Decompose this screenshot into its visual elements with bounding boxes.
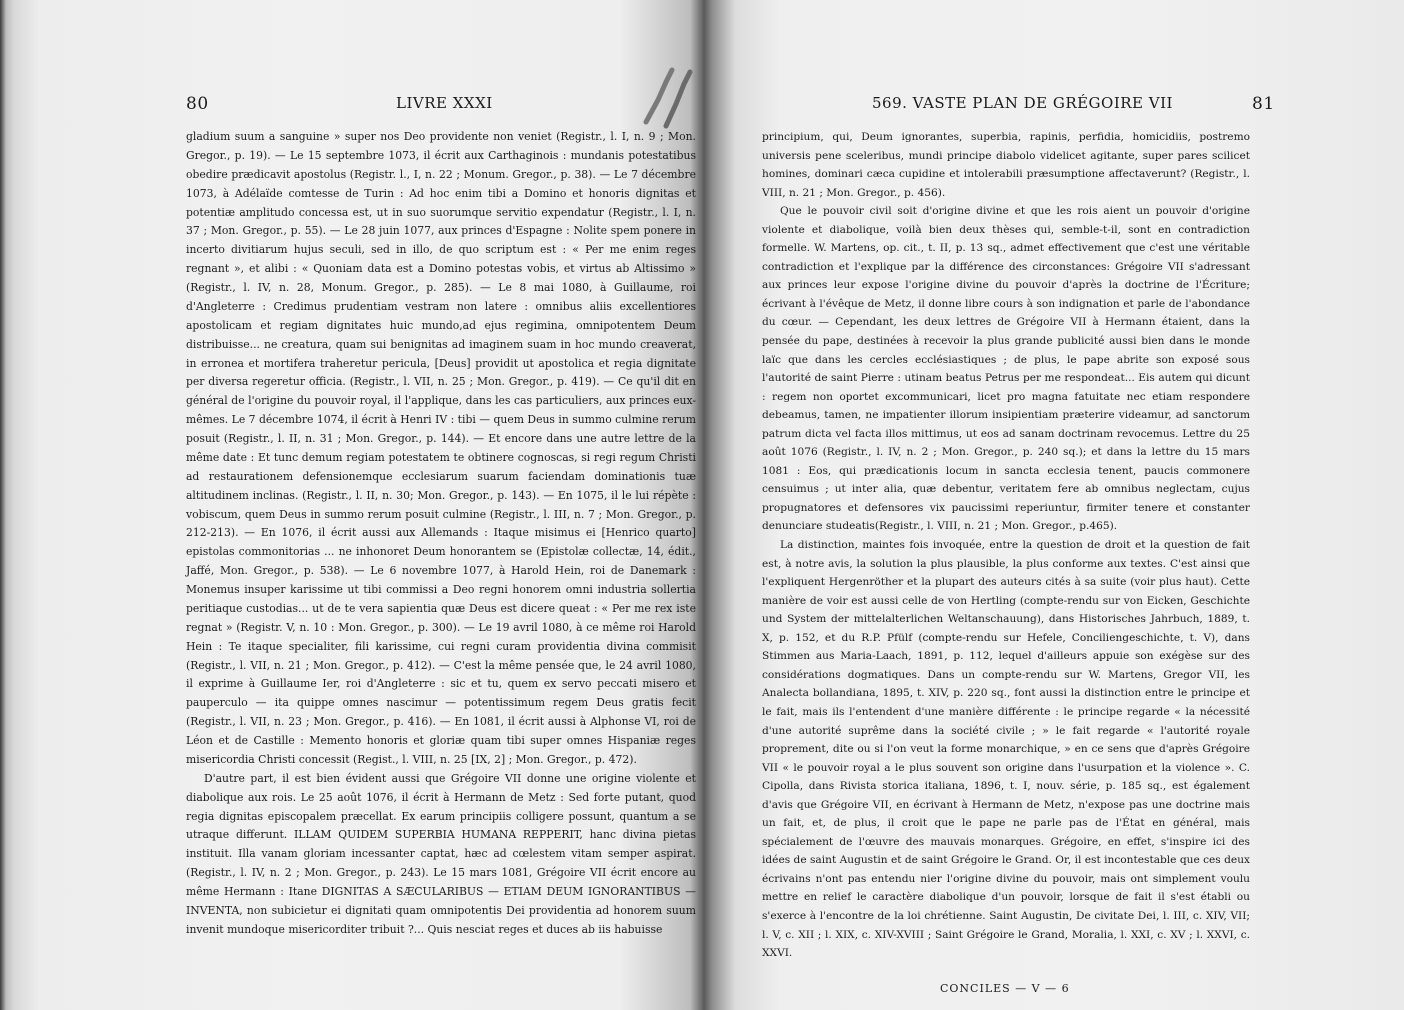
page-body xyxy=(762,128,1250,963)
page-number: 80 xyxy=(186,94,209,114)
page-body xyxy=(186,128,696,940)
running-head: LIVRE XXXI xyxy=(396,94,493,112)
paragraph: D'autre part, il est bien évident aussi que Grégoire VII donne une origine violente et diabolique aux rois. Le 25 août 1076, il écrit à Hermann de Metz : Sed forte putant, quod regia dignitas episcopalem præcellat. Ex earum principiis colligere possunt, quantum a se utraque differunt. ILLAM QUIDEM SUPERBIA HUMANA REPPERIT, hanc divina pietas instituit. Illa vanam gloriam incessanter captat, hæc ad cœlestem vitam semper aspirat. (Registr., l. IV, n. 2 ; Mon. Gregor., p. 243). Le 15 mars 1081, Grégoire VII écrit encore au même Hermann : Itane DIGNITAS A SÆCULARIBUS — ETIAM DEUM IGNORANTIBUS — INVENTA, non subicietur ei dignitati quam omnipotentis Dei providentia ad honorem suum invenit mundoque misericorditer tribuit ?... Quis nesciat reges et duces ab iis habuisse xyxy=(186,771,696,936)
paragraph: Que le pouvoir civil soit d'origine divine et que les rois aient un pouvoir d'origine violente et diabolique, voilà bien deux thèses qui, semble-t-il, sont en contradiction formelle. W. Martens, op. cit., t. II, p. 13 sq., admet effectivement que c'est une véritable contradiction et l'explique par la différence des circonstances: Grégoire VII s'adressant aux princes leur expose l'origine divine du pouvoir d'après la doctrine de l'Écriture; écrivant à l'évêque de Metz, il donne libre cours à son indignation et parle de l'abondance du cœur. — Cependant, les deux lettres de Grégoire VII à Hermann étaient, dans la pensée du pape, destinées à recevoir la plus grande publicité aussi bien dans le monde laïc que dans les cercles ecclésiastiques ; de plus, le pape abrite son exposé sous l'autorité de saint Pierre : utinam beatus Petrus per me respondeat... Eis autem qui dicunt : regem non oportet excommunicari, licet pro magna fatuitate nec etiam respondere debeamus, tamen, ne impatienter illorum insipientiam præterire videamur, ad sanctorum patrum dicta vel facta illos mittimus, ut eos ad sanam doctrinam revocemus. Lettre du 25 août 1076 (Registr., l. IV, n. 2 ; Mon. Gregor., p. 240 sq.); et dans la lettre du 15 mars 1081 : Eos, qui prædicationis locum in sancta ecclesia tenent, paucis commonere censuimus ; ut inter alia, quæ debentur, veritatem fere ab omnibus neglectam, cujus propugnatores et defensores vix paucissimi reperiuntur, firmiter tenere et constanter denunciare studeatis(Registr., l. VIII, n. 21 ; Mon. Gregor., p.465). xyxy=(762,205,1250,533)
page-number: 81 xyxy=(1252,94,1275,114)
running-head: 569. VASTE PLAN DE GRÉGOIRE VII xyxy=(872,94,1173,112)
paragraph: La distinction, maintes fois invoquée, entre la question de droit et la question de fait est, à notre avis, la solution la plus plausible, la plus conforme aux textes. C'est ainsi que l'expliquent Hergenröther et la plupart des auteurs cités à sa suite (voir plus haut). Cette manière de voir est aussi celle de von Hertling (compte-rendu sur von Eicken, Geschichte und System der mittelalterlichen Weltanschauung), dans Historisches Jahrbuch, 1889, t. X, p. 152, et du R.P. Pfülf (compte-rendu sur Hefele, Conciliengeschichte, t. V), dans Stimmen aus Maria-Laach, 1891, p. 112, lequel d'ailleurs appuie son exégèse sur des considérations dogmatiques. Dans un compte-rendu sur W. Martens, Gregor VII, les Analecta bollandiana, 1895, t. XIV, p. 220 sq., font aussi la distinction entre le principe et le fait, mais ils l'entendent d'une manière différente : le principe regarde « la nécessité d'une autorité suprême dans la société civile ; » le fait regarde « l'autorité royale proprement, dite ou si l'on veut la forme monarchique, » en ce sens que d'après Grégoire VII « le pouvoir royal a le plus souvent son origine dans l'usurpation et la violence ». C. Cipolla, dans Rivista storica italiana, 1896, t. I, nouv. série, p. 185 sq., est également d'avis que Grégoire VII, en écrivant à Hermann de Metz, n'expose pas une doctrine mais un fait, et, de plus, il croit que le pape ne parle pas de l'État en général, mais spécialement de l'œuvre des mauvais monarques. Grégoire, en effet, s'inspire ici des idées de saint Augustin et de saint Grégoire le Grand. Or, il est incontestable que ces deux écrivains n'ont pas entendu nier l'origine divine du pouvoir, mais ont simplement voulu mettre en relief le caractère diabolique d'un pouvoir, lorsque de fait il s'est établi ou s'exerce à l'encontre de la loi chrétienne. Saint Augustin, De civitate Dei, l. III, c. XIV, VII; l. V, c. XII ; l. XIX, c. XIV-XVIII ; Saint Grégoire le Grand, Moralia, l. XXI, c. XV ; l. XXVI, c. XXVI. xyxy=(762,539,1250,960)
right-page xyxy=(710,0,1404,1010)
signature-footer: CONCILES — V — 6 xyxy=(940,982,1070,995)
paragraph: gladium suum a sanguine » super nos Deo providente non veniet (Registr., l. I, n. 9 ; Mon. Gregor., p. 19). — Le 15 septembre 1073, il écrit aux Carthaginois : mundanis potestatibus obedire prædicavit apostolus (Registr. l., I, n. 22 ; Monum. Gregor., p. 38). — Le 7 décembre 1073, à Adélaïde comtesse de Turin : Ad hoc enim tibi a Domino et honoris dignitas et potentiæ amplitudo concessa est, ut in suo suorumque servitio expendatur (Registr., l. I, n. 37 ; Mon. Gregor., p. 55). — Le 28 juin 1077, aux princes d'Espagne : Nolite spem ponere in incerto divitiarum hujus seculi, sed in illo, de quo scriptum est : « Per me enim reges regnant », et alibi : « Quoniam data est a Domino potestas vobis, et virtus ab Altissimo » (Registr., l. IV, n. 28, Monum. Gregor., p. 285). — Le 8 mai 1080, à Guillaume, roi d'Angleterre : Credimus prudentiam vestram non latere : omnibus aliis excellentiores apostolicam et regiam dignitates huic mundo,ad ejus regimina, omnipotentem Deum distribuisse... ne creatura, quam sui benignitas ad imaginem suam in hoc mundo creaverat, in erronea et mortifera traheretur pericula, [Deus] providit ut apostolica et regia dignitate per diversa regeretur officia. (Registr., l. VII, n. 25 ; Mon. Gregor., p. 419). — Ce qu'il dit en général de l'origine du pouvoir royal, il l'applique, dans les cas particuliers, aux princes eux-mêmes. Le 7 décembre 1074, il écrit à Henri IV : tibi — quem Deus in summo culmine rerum posuit (Registr., l. II, n. 31 ; Mon. Gregor., p. 144). — Et encore dans une autre lettre de la même date : Et tunc demum regiam potestatem te obtinere cognoscas, si regi regum Christi ad restaurationem defensionemque ecclesiarum suarum faciendam dominationis tuæ altitudinem inclinas. (Registr., l. II, n. 30; Mon. Gregor., p. 143). — En 1075, il le lui répète : vobiscum, quem Deus in summo rerum posuit culmine (Registr., l. III, n. 7 ; Mon. Gregor., p. 212-213). — En 1076, il écrit aussi aux Allemands : Itaque misimus ei [Henrico quarto] epistolas commonitorias ... ne inhonoret Deum honorantem se (Epistolæ collectæ, 14, édit., Jaffé, Mon. Gregor., p. 538). — Le 6 novembre 1077, à Harold Hein, roi de Danemark : Monemus insuper karissime ut tibi commissi a Deo regni honorem omni industria sollertia peritiaque custodias... ut de te vera sapientia quæ Deus est dicere queat : « Per me rex iste regnat » (Registr. V, n. 10 : Mon. Gregor., p. 300). — Le 19 avril 1080, à ce même roi Harold Hein : Te itaque specialiter, fili karissime, cui regni curam providentia divina commisit (Registr., l. VII, n. 21 ; Mon. Gregor., p. 412). — C'est la même pensée que, le 24 avril 1080, il exprime à Guillaume Ier, roi d'Angleterre : sic et tu, quem ex servo peccati misero et pauperculo — ita quippe omnes nascimur — potentissimum regem Deus gratis fecit (Registr., l. VII, n. 23 ; Mon. Gregor., p. 416). — En 1081, il écrit aussi à Alphonse VI, roi de Léon et de Castille : Memento honoris et gloriæ quam tibi super omnes Hispaniæ reges misericordia Christi concessit (Regist., l. VIII, n. 25 [IX, 2] ; Mon. Gregor., p. 472). xyxy=(186,130,696,766)
paragraph: principium, qui, Deum ignorantes, superbia, rapinis, perfidia, homicidiis, postremo universis pene sceleribus, mundi principe diabolo videlicet agitante, super pares scilicet homines, dominari cæca cupidine et intolerabili præsumptione affectaverunt? (Registr., l. VIII, n. 21 ; Mon. Gregor., p. 456). xyxy=(762,131,1250,199)
pencil-mark-icon xyxy=(636,60,702,130)
